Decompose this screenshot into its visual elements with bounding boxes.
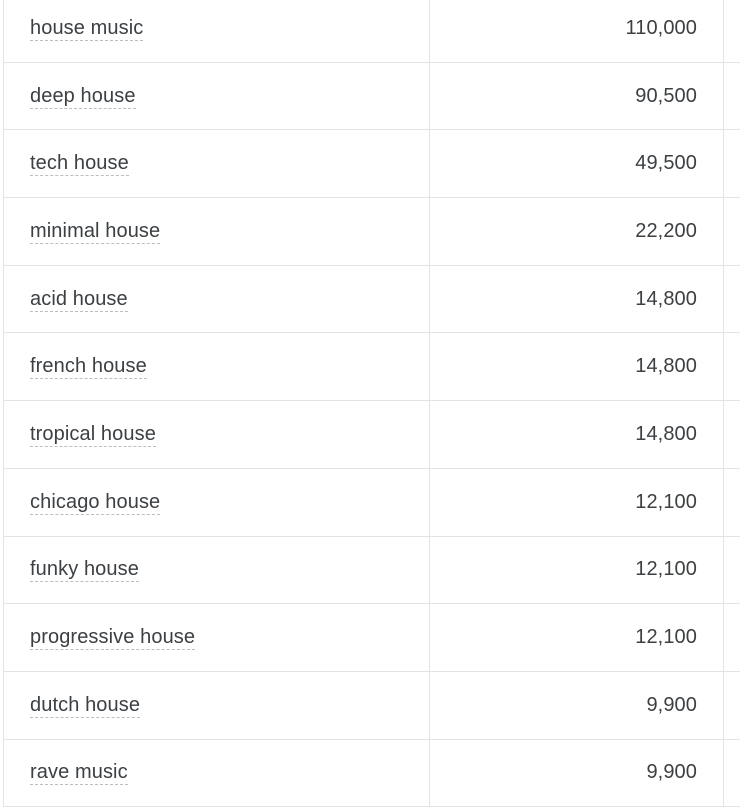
extra-cell [724, 401, 740, 469]
search-volume: 49,500 [635, 152, 697, 175]
keyword-table [3, 0, 740, 807]
volume-cell [430, 401, 724, 469]
keyword-cell [4, 536, 430, 604]
search-volume: 14,800 [635, 422, 697, 445]
keyword-link[interactable]: tech house [30, 152, 129, 175]
keyword-link[interactable]: rave music [30, 761, 128, 784]
search-volume: 14,800 [635, 355, 697, 378]
search-volume: 110,000 [625, 16, 697, 39]
keyword-link[interactable]: tropical house [30, 422, 156, 445]
keyword-cell [4, 130, 430, 198]
keyword-cell [4, 265, 430, 333]
table-row [4, 0, 740, 62]
search-volume: 12,100 [635, 490, 697, 513]
table-row [4, 671, 740, 739]
table-row [4, 62, 740, 130]
search-volume: 14,800 [635, 287, 697, 310]
keyword-link[interactable]: house music [30, 16, 144, 39]
keyword-cell [4, 0, 430, 62]
keyword-cell [4, 333, 430, 401]
extra-cell [724, 265, 740, 333]
volume-cell [430, 333, 724, 401]
volume-cell [430, 468, 724, 536]
extra-cell [724, 671, 740, 739]
volume-cell [430, 604, 724, 672]
extra-cell [724, 536, 740, 604]
volume-cell [430, 198, 724, 266]
keyword-link[interactable]: deep house [30, 84, 136, 107]
table-row [4, 333, 740, 401]
extra-cell [724, 198, 740, 266]
keyword-cell [4, 671, 430, 739]
search-volume: 12,100 [635, 558, 697, 581]
table-row [4, 604, 740, 672]
search-volume: 9,900 [646, 761, 697, 784]
volume-cell [430, 0, 724, 62]
volume-cell [430, 130, 724, 198]
table-row [4, 265, 740, 333]
keyword-link[interactable]: acid house [30, 287, 128, 310]
extra-cell [724, 604, 740, 672]
table-row [4, 468, 740, 536]
search-volume: 90,500 [635, 84, 697, 107]
keyword-link[interactable]: funky house [30, 558, 139, 581]
keyword-cell [4, 739, 430, 807]
keyword-cell [4, 62, 430, 130]
extra-cell [724, 0, 740, 62]
volume-cell [430, 739, 724, 807]
keyword-cell [4, 401, 430, 469]
volume-cell [430, 62, 724, 130]
table-row [4, 198, 740, 266]
table-row [4, 130, 740, 198]
search-volume: 9,900 [646, 693, 697, 716]
keyword-link[interactable]: minimal house [30, 219, 161, 242]
keyword-link[interactable]: chicago house [30, 490, 161, 513]
extra-cell [724, 333, 740, 401]
keyword-cell [4, 604, 430, 672]
keyword-link[interactable]: progressive house [30, 626, 196, 649]
table-row [4, 739, 740, 807]
search-volume: 12,100 [635, 626, 697, 649]
extra-cell [724, 468, 740, 536]
table-row [4, 401, 740, 469]
keyword-cell [4, 468, 430, 536]
table-row [4, 536, 740, 604]
volume-cell [430, 265, 724, 333]
keyword-link[interactable]: french house [30, 355, 147, 378]
volume-cell [430, 536, 724, 604]
keyword-cell [4, 198, 430, 266]
extra-cell [724, 739, 740, 807]
extra-cell [724, 62, 740, 130]
extra-cell [724, 130, 740, 198]
keyword-link[interactable]: dutch house [30, 693, 141, 716]
search-volume: 22,200 [635, 219, 697, 242]
volume-cell [430, 671, 724, 739]
